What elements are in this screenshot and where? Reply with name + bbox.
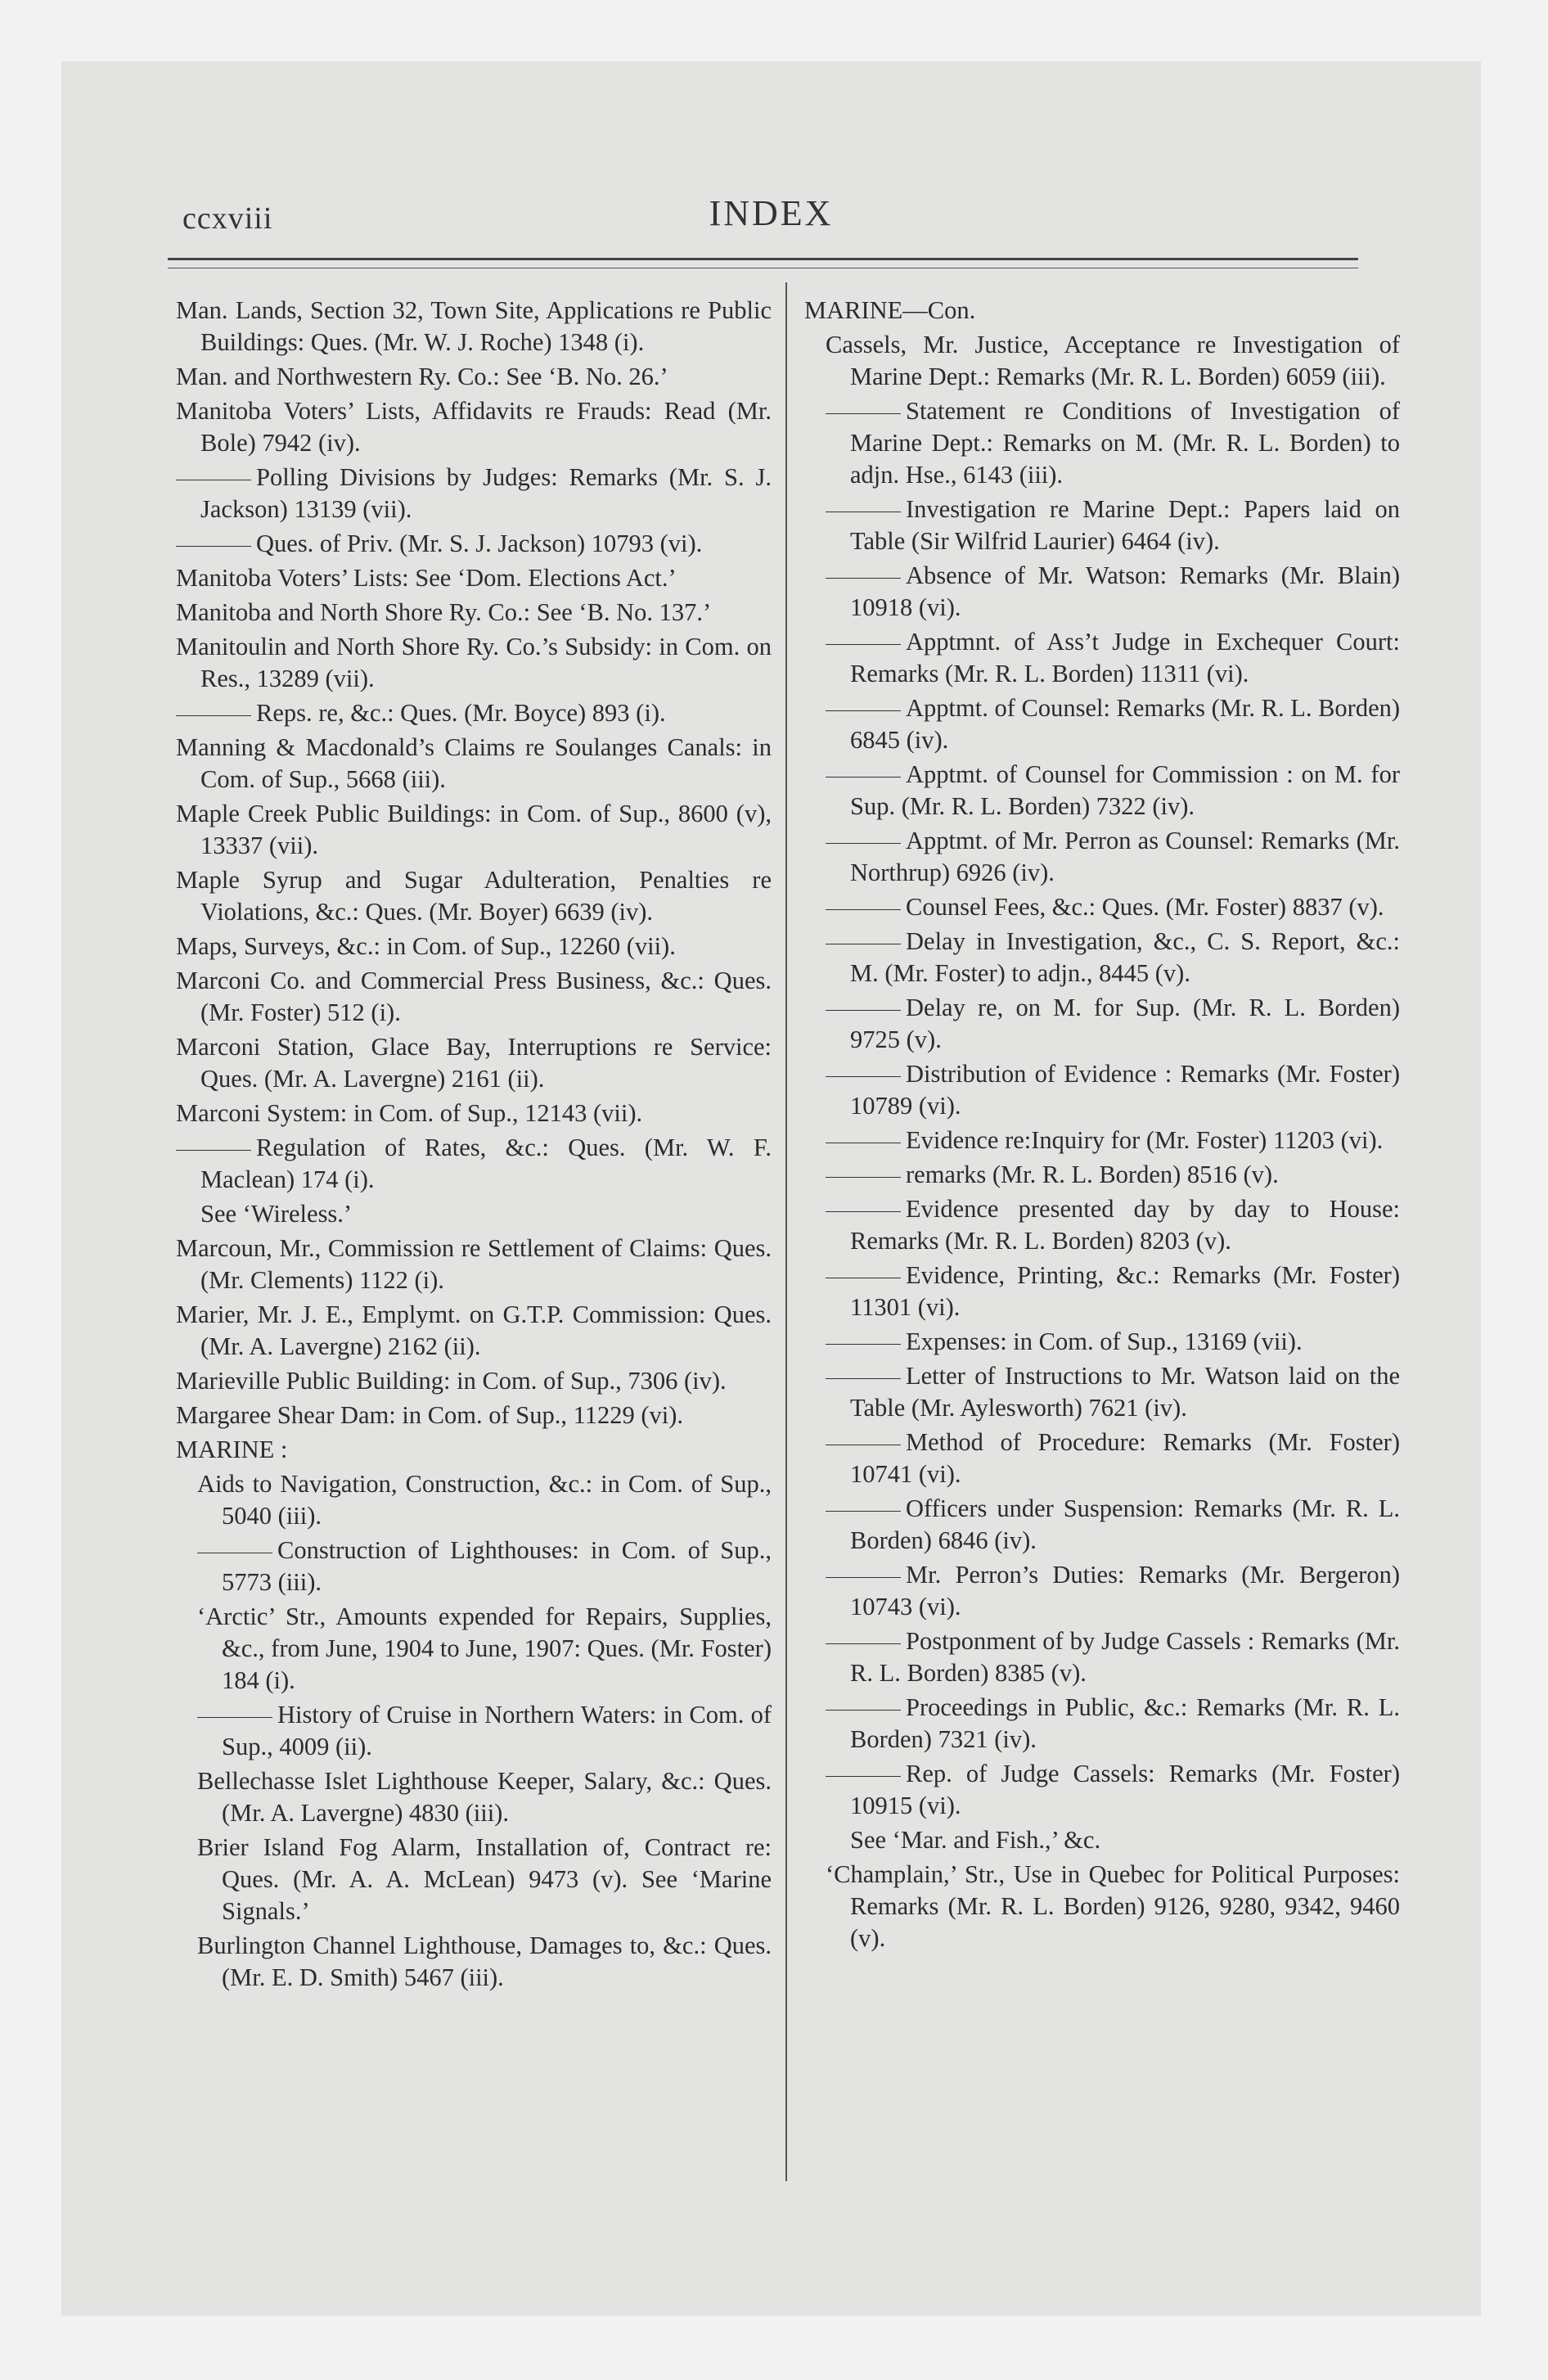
entry-text: Construction of Lighthouses: in Com. of Sup., 5773 (iii). <box>222 1536 772 1596</box>
index-entry <box>826 692 1400 756</box>
left-column <box>176 295 772 1996</box>
index-entry <box>826 1125 1400 1156</box>
index-entry <box>176 931 772 962</box>
index-entry <box>197 1765 772 1829</box>
ditto-dash <box>826 644 901 645</box>
ditto-dash <box>826 578 901 579</box>
entry-text: Burlington Channel Lighthouse, Damages to, &c.: Ques. (Mr. E. D. Smith) 5467 (iii). <box>197 1931 772 1991</box>
entry-text: Distribution of Evidence : Remarks (Mr. Foster) 10789 (vi). <box>850 1060 1400 1120</box>
ditto-dash <box>176 546 251 547</box>
right-column <box>804 295 1400 1957</box>
index-entry <box>197 1832 772 1927</box>
entry-text: Officers under Suspension: Remarks (Mr. R. L. Borden) 6846 (iv). <box>850 1494 1400 1554</box>
index-entry <box>826 1360 1400 1424</box>
index-entry <box>197 1535 772 1598</box>
entry-text: See ‘Wireless.’ <box>200 1200 353 1228</box>
entry-text: Apptmnt. of Ass’t Judge in Exchequer Court: Remarks (Mr. R. L. Borden) 11311 (vi). <box>850 628 1400 687</box>
index-entry <box>176 631 772 695</box>
index-entry <box>176 798 772 862</box>
index-entry <box>826 759 1400 823</box>
entry-text: Manning & Macdonald’s Claims re Soulanges Canals: in Com. of Sup., 5668 (iii). <box>176 733 772 793</box>
ditto-dash <box>826 413 901 414</box>
index-entry <box>826 1824 1400 1856</box>
index-entry <box>176 597 772 629</box>
entry-text: Manitoba Voters’ Lists: See ‘Dom. Elections Act.’ <box>176 564 677 592</box>
entry-text: Ques. of Priv. (Mr. S. J. Jackson) 10793 (vi). <box>256 530 703 557</box>
index-entry <box>826 1058 1400 1122</box>
index-entry <box>804 295 1400 327</box>
index-entry <box>826 1326 1400 1358</box>
index-entry <box>176 1365 772 1397</box>
page-title: INDEX <box>709 193 834 233</box>
index-entry <box>826 1427 1400 1490</box>
index-entry <box>176 528 772 560</box>
entry-text: remarks (Mr. R. L. Borden) 8516 (v). <box>906 1161 1279 1188</box>
entry-text: Manitoulin and North Shore Ry. Co.’s Subsidy: in Com. on Res., 13289 (vii). <box>176 633 772 692</box>
index-entry <box>826 825 1400 889</box>
index-entry <box>176 562 772 594</box>
ditto-dash <box>176 715 251 716</box>
index-entry <box>176 1233 772 1296</box>
index-entry <box>826 891 1400 923</box>
page-header <box>61 61 1481 274</box>
ditto-dash <box>826 710 901 711</box>
header-rule-thick <box>168 258 1358 260</box>
entry-text: Marieville Public Building: in Com. of Sup., 7306 (iv). <box>176 1367 727 1395</box>
ditto-dash <box>826 1710 901 1711</box>
ditto-dash <box>176 1150 251 1151</box>
index-entry <box>826 926 1400 989</box>
entry-text: Regulation of Rates, &c.: Ques. (Mr. W. F. Maclean) 174 (i). <box>200 1134 772 1193</box>
index-entry <box>176 462 772 525</box>
index-entry <box>176 864 772 928</box>
entry-text: Proceedings in Public, &c.: Remarks (Mr. R. L. Borden) 7321 (iv). <box>850 1693 1400 1753</box>
page-number: ccxviii <box>182 201 273 236</box>
ditto-dash <box>826 1010 901 1011</box>
entry-text: Expenses: in Com. of Sup., 13169 (vii). <box>906 1327 1303 1355</box>
entry-text: Man. Lands, Section 32, Town Site, Applications re Public Buildings: Ques. (Mr. W. J. Roche) 1348 (i). <box>176 296 772 356</box>
entry-text: Marconi Station, Glace Bay, Interruptions re Service: Ques. (Mr. A. Lavergne) 2161 (ii). <box>176 1033 772 1093</box>
entry-text: Mr. Perron’s Duties: Remarks (Mr. Bergeron) 10743 (vi). <box>850 1561 1400 1620</box>
index-entry <box>176 361 772 393</box>
index-entry <box>826 494 1400 557</box>
index-entry <box>826 1193 1400 1257</box>
entry-text: Maple Syrup and Sugar Adulteration, Penalties re Violations, &c.: Ques. (Mr. Boyer) 6639 (iv). <box>176 866 772 926</box>
index-entry <box>176 295 772 358</box>
index-entry <box>176 965 772 1029</box>
entry-text: Evidence, Printing, &c.: Remarks (Mr. Foster) 11301 (vi). <box>850 1261 1400 1321</box>
index-entry <box>826 1692 1400 1756</box>
entry-text: Marconi Co. and Commercial Press Business, &c.: Ques. (Mr. Foster) 512 (i). <box>176 967 772 1026</box>
index-entry <box>176 1400 772 1431</box>
entry-text: Absence of Mr. Watson: Remarks (Mr. Blain) 10918 (vi). <box>850 561 1400 621</box>
ditto-dash <box>826 777 901 778</box>
entry-text: Marier, Mr. J. E., Emplymt. on G.T.P. Commission: Ques. (Mr. A. Lavergne) 2162 (ii). <box>176 1300 772 1360</box>
index-entry <box>826 329 1400 393</box>
index-page <box>61 61 1481 2316</box>
ditto-dash <box>826 1511 901 1512</box>
index-entry <box>197 1468 772 1532</box>
entry-text: Man. and Northwestern Ry. Co.: See ‘B. No. 26.’ <box>176 363 668 390</box>
entry-text: Postponment of by Judge Cassels : Remarks (Mr. R. L. Borden) 8385 (v). <box>850 1627 1400 1687</box>
index-entry <box>176 1198 772 1230</box>
index-entry <box>176 1098 772 1129</box>
index-entry <box>176 395 772 459</box>
entry-text: Brier Island Fog Alarm, Installation of, Contract re: Ques. (Mr. A. A. McLean) 9473 (v). See ‘Marine Signals.’ <box>197 1833 772 1925</box>
index-entry <box>826 395 1400 491</box>
index-entry <box>826 560 1400 624</box>
entry-text: Letter of Instructions to Mr. Watson laid on the Table (Mr. Aylesworth) 7621 (iv). <box>850 1362 1400 1422</box>
entry-text: Statement re Conditions of Investigation of Marine Dept.: Remarks on M. (Mr. R. L. Borden) to adjn. Hse., 6143 (iii). <box>850 397 1400 489</box>
entry-text: MARINE—Con. <box>804 296 976 324</box>
entry-text: Apptmt. of Counsel for Commission : on M. for Sup. (Mr. R. L. Borden) 7322 (iv). <box>850 760 1400 820</box>
index-entry <box>176 732 772 796</box>
ditto-dash <box>826 909 901 910</box>
index-entry <box>197 1601 772 1697</box>
entry-text: Marconi System: in Com. of Sup., 12143 (vii). <box>176 1099 643 1127</box>
index-entry <box>176 1031 772 1095</box>
ditto-dash <box>826 1577 901 1578</box>
column-divider <box>785 282 787 2181</box>
index-entry <box>197 1930 772 1994</box>
index-entry <box>826 1493 1400 1557</box>
entry-text: Manitoba Voters’ Lists, Affidavits re Frauds: Read (Mr. Bole) 7942 (iv). <box>176 397 772 457</box>
ditto-dash <box>826 843 901 844</box>
entry-text: Maple Creek Public Buildings: in Com. of Sup., 8600 (v), 13337 (vii). <box>176 800 772 859</box>
entry-text: ‘Arctic’ Str., Amounts expended for Repairs, Supplies, &c., from June, 1904 to June, 1907: Ques. (Mr. Foster) 184 (i). <box>197 1602 772 1694</box>
index-entry <box>176 1299 772 1363</box>
ditto-dash <box>826 1344 901 1345</box>
ditto-dash <box>826 1776 901 1777</box>
ditto-dash <box>826 1378 901 1379</box>
index-entry <box>826 1260 1400 1323</box>
entry-text: Evidence presented day by day to House: Remarks (Mr. R. L. Borden) 8203 (v). <box>850 1195 1400 1255</box>
index-entry <box>826 1559 1400 1623</box>
entry-text: Apptmt. of Mr. Perron as Counsel: Remarks (Mr. Northrup) 6926 (iv). <box>850 827 1400 886</box>
entry-text: Delay in Investigation, &c., C. S. Report, &c.: M. (Mr. Foster) to adjn., 8445 (v). <box>850 927 1400 987</box>
entry-text: ‘Champlain,’ Str., Use in Quebec for Political Purposes: Remarks (Mr. R. L. Borden) 9126, 9280, 9342, 9460 (v). <box>826 1860 1400 1952</box>
entry-text: Polling Divisions by Judges: Remarks (Mr. S. J. Jackson) 13139 (vii). <box>200 463 772 523</box>
entry-text: See ‘Mar. and Fish.,’ &c. <box>850 1826 1101 1854</box>
index-entry <box>826 1859 1400 1954</box>
index-entry <box>197 1699 772 1763</box>
entry-text: MARINE : <box>176 1436 288 1463</box>
index-entry <box>826 1625 1400 1689</box>
ditto-dash <box>826 1211 901 1212</box>
entry-text: Counsel Fees, &c.: Ques. (Mr. Foster) 8837 (v). <box>906 893 1384 921</box>
index-entry <box>176 1132 772 1196</box>
entry-text: Aids to Navigation, Construction, &c.: in Com. of Sup., 5040 (iii). <box>197 1470 772 1530</box>
ditto-dash <box>197 1717 272 1718</box>
entry-text: Investigation re Marine Dept.: Papers laid on Table (Sir Wilfrid Laurier) 6464 (iv). <box>850 495 1400 555</box>
index-entry <box>826 1159 1400 1191</box>
index-entry <box>176 697 772 729</box>
entry-text: Cassels, Mr. Justice, Acceptance re Investigation of Marine Dept.: Remarks (Mr. R. L. Borden) 6059 (iii). <box>826 331 1400 390</box>
ditto-dash <box>826 1643 901 1644</box>
entry-text: Margaree Shear Dam: in Com. of Sup., 11229 (vi). <box>176 1401 684 1429</box>
entry-text: Manitoba and North Shore Ry. Co.: See ‘B. No. 137.’ <box>176 598 712 626</box>
ditto-dash <box>826 1177 901 1178</box>
entry-text: Reps. re, &c.: Ques. (Mr. Boyce) 893 (i). <box>256 699 666 727</box>
index-entry <box>826 626 1400 690</box>
entry-text: Bellechasse Islet Lighthouse Keeper, Salary, &c.: Ques. (Mr. A. Lavergne) 4830 (iii). <box>197 1767 772 1827</box>
entry-text: Maps, Surveys, &c.: in Com. of Sup., 12260 (vii). <box>176 932 676 960</box>
entry-text: Delay re, on M. for Sup. (Mr. R. L. Borden) 9725 (v). <box>850 994 1400 1053</box>
index-entry <box>826 1758 1400 1822</box>
index-entry <box>176 1434 772 1466</box>
entry-text: Marcoun, Mr., Commission re Settlement of Claims: Ques. (Mr. Clements) 1122 (i). <box>176 1234 772 1294</box>
entry-text: Method of Procedure: Remarks (Mr. Foster) 10741 (vi). <box>850 1428 1400 1488</box>
entry-text: Apptmt. of Counsel: Remarks (Mr. R. L. Borden) 6845 (iv). <box>850 694 1401 754</box>
entry-text: Evidence re:Inquiry for (Mr. Foster) 11203 (vi). <box>906 1126 1384 1154</box>
index-entry <box>826 992 1400 1056</box>
entry-text: History of Cruise in Northern Waters: in Com. of Sup., 4009 (ii). <box>222 1701 772 1760</box>
entry-text: Rep. of Judge Cassels: Remarks (Mr. Foster) 10915 (vi). <box>850 1760 1400 1819</box>
ditto-dash <box>826 1076 901 1077</box>
